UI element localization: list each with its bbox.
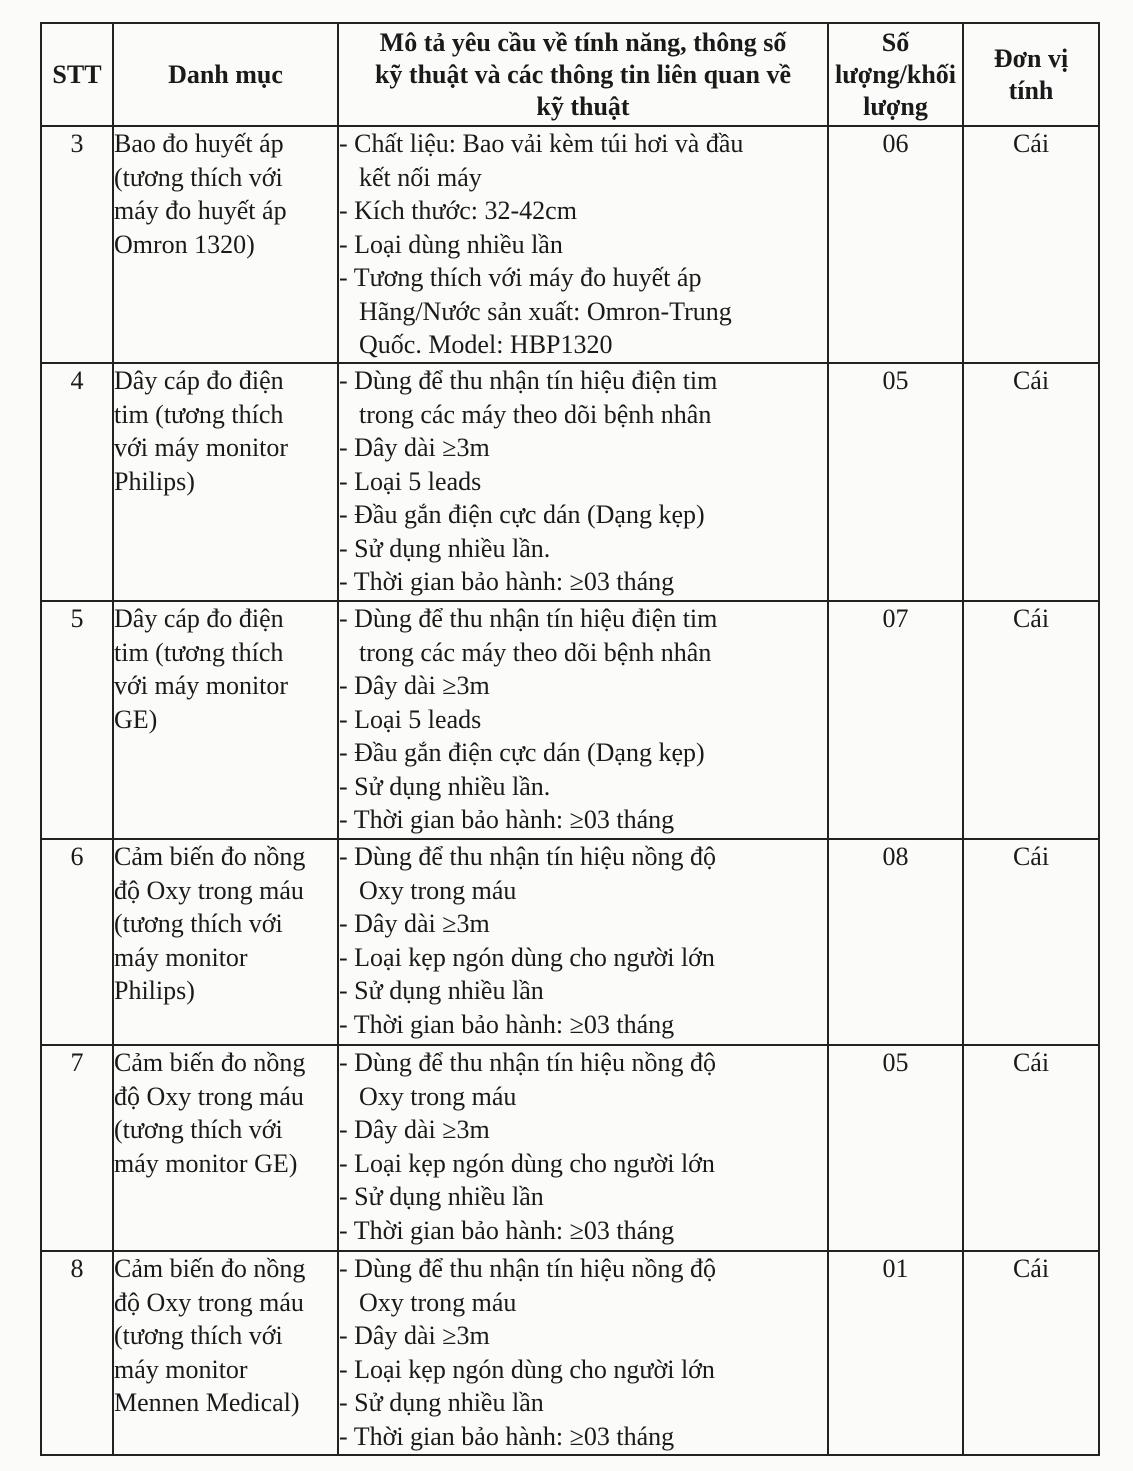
category-line: Cảm biến đo nồng xyxy=(114,842,306,871)
description-line: - Dùng để thu nhận tín hiệu điện tim xyxy=(339,604,718,633)
description-line: - Loại kẹp ngón dùng cho người lớn xyxy=(339,942,715,972)
row-category-cell xyxy=(113,839,338,1045)
header-stt: STT xyxy=(41,23,113,126)
description-line: - Kích thước: 32-42cm xyxy=(339,196,577,225)
description-line: - Dây dài ≥3m xyxy=(339,1321,490,1350)
category-line: (tương thích với xyxy=(114,1115,283,1144)
row-category-cell xyxy=(113,1045,338,1251)
category-line: Dây cáp đo điện xyxy=(114,366,284,395)
description-line: - Thời gian bảo hành: ≥03 tháng xyxy=(339,567,675,596)
row-stt-cell: 7 xyxy=(41,1045,113,1251)
header-category: Danh mục xyxy=(113,23,338,126)
category-line: Cảm biến đo nồng xyxy=(114,1048,306,1077)
header-description-line: kỹ thuật và các thông tin liên quan về xyxy=(374,59,792,89)
header-quantity-line: lượng xyxy=(863,91,928,121)
description-line: Oxy trong máu xyxy=(359,1287,517,1317)
row-category-cell xyxy=(113,1251,338,1455)
row-quantity-cell: 06 xyxy=(828,126,963,363)
description-line: Oxy trong máu xyxy=(359,1081,517,1111)
category-line: Bao đo huyết áp xyxy=(114,129,284,158)
table-row xyxy=(41,839,1099,1045)
description-line: - Sử dụng nhiều lần xyxy=(339,1182,544,1211)
table-row xyxy=(41,363,1099,601)
row-stt-cell: 5 xyxy=(41,601,113,839)
description-line: Hãng/Nước sản xuất: Omron-Trung xyxy=(359,296,732,326)
description-line: - Đầu gắn điện cực dán (Dạng kẹp) xyxy=(339,500,705,529)
row-unit-cell: Cái xyxy=(963,1251,1099,1455)
header-unit-line: tính xyxy=(1008,75,1054,105)
description-line: - Sử dụng nhiều lần. xyxy=(339,771,551,801)
description-line: trong các máy theo dõi bệnh nhân xyxy=(359,399,712,429)
category-line: máy monitor xyxy=(114,942,248,972)
row-stt-cell: 3 xyxy=(41,126,113,363)
category-line: Cảm biến đo nồng xyxy=(114,1254,306,1283)
description-line: - Thời gian bảo hành: ≥03 tháng xyxy=(339,1215,675,1245)
row-description-cell xyxy=(338,363,828,601)
category-line: (tương thích với xyxy=(114,1321,283,1350)
description-line: - Loại kẹp ngón dùng cho người lớn xyxy=(339,1354,715,1384)
row-unit-cell: Cái xyxy=(963,126,1099,363)
table-row xyxy=(41,1045,1099,1251)
row-description-cell xyxy=(338,126,828,363)
description-line: - Dây dài ≥3m xyxy=(339,671,490,700)
header-description-line: Mô tả yêu cầu về tính năng, thông số xyxy=(379,27,787,57)
table-body xyxy=(41,126,1099,1455)
category-line: độ Oxy trong máu xyxy=(114,875,304,905)
description-line: Oxy trong máu xyxy=(359,875,517,905)
row-description-cell xyxy=(338,601,828,839)
description-line: - Loại 5 leads xyxy=(339,704,482,734)
row-description-cell xyxy=(338,1251,828,1455)
row-quantity-cell: 05 xyxy=(828,1045,963,1251)
category-line: (tương thích với xyxy=(114,909,283,938)
category-line: độ Oxy trong máu xyxy=(114,1081,304,1111)
header-quantity-line: lượng/khối xyxy=(834,59,957,89)
category-line: máy monitor GE) xyxy=(114,1148,298,1178)
table-row xyxy=(41,126,1099,363)
category-line: tim (tương thích xyxy=(114,399,284,429)
description-line: - Đầu gắn điện cực dán (Dạng kẹp) xyxy=(339,738,705,767)
category-line: với máy monitor xyxy=(114,433,289,462)
row-category-cell xyxy=(113,601,338,839)
description-line: - Sử dụng nhiều lần. xyxy=(339,533,551,563)
row-quantity-cell: 01 xyxy=(828,1251,963,1455)
description-line: kết nối máy xyxy=(359,162,482,192)
row-quantity-cell: 05 xyxy=(828,363,963,601)
row-unit-cell: Cái xyxy=(963,1045,1099,1251)
description-line: trong các máy theo dõi bệnh nhân xyxy=(359,637,712,667)
category-line: độ Oxy trong máu xyxy=(114,1287,304,1317)
category-line: với máy monitor xyxy=(114,671,289,700)
header-quantity-line: Số xyxy=(881,27,910,57)
row-unit-cell: Cái xyxy=(963,601,1099,839)
description-line: - Thời gian bảo hành: ≥03 tháng xyxy=(339,1009,675,1039)
header-quantity xyxy=(828,23,963,126)
description-line: - Dùng để thu nhận tín hiệu điện tim xyxy=(339,366,718,395)
table-header-row xyxy=(41,23,1099,126)
category-line: máy monitor xyxy=(114,1354,248,1384)
header-unit xyxy=(963,23,1099,126)
category-line: Dây cáp đo điện xyxy=(114,604,284,633)
row-category-cell xyxy=(113,363,338,601)
category-line: máy đo huyết áp xyxy=(114,196,287,225)
description-line: - Chất liệu: Bao vải kèm túi hơi và đầu xyxy=(339,129,744,158)
row-quantity-cell: 07 xyxy=(828,601,963,839)
row-quantity-cell: 08 xyxy=(828,839,963,1045)
category-line: Mennen Medical) xyxy=(114,1388,300,1417)
description-line: - Loại 5 leads xyxy=(339,466,482,496)
description-line: - Thời gian bảo hành: ≥03 tháng xyxy=(339,1421,675,1451)
description-line: - Loại kẹp ngón dùng cho người lớn xyxy=(339,1148,715,1178)
category-line: (tương thích với xyxy=(114,162,283,192)
row-unit-cell: Cái xyxy=(963,363,1099,601)
description-line: Quốc. Model: HBP1320 xyxy=(359,330,613,359)
description-line: - Sử dụng nhiều lần xyxy=(339,1388,544,1417)
description-line: - Dùng để thu nhận tín hiệu nồng độ xyxy=(339,842,716,871)
category-line: Philips) xyxy=(114,466,195,496)
description-line: - Sử dụng nhiều lần xyxy=(339,976,544,1005)
category-line: GE) xyxy=(114,704,158,734)
description-line: - Thời gian bảo hành: ≥03 tháng xyxy=(339,805,675,834)
table-row xyxy=(41,1251,1099,1455)
description-line: - Tương thích với máy đo huyết áp xyxy=(339,263,702,292)
row-stt-cell: 6 xyxy=(41,839,113,1045)
row-description-cell xyxy=(338,839,828,1045)
specification-table xyxy=(40,22,1100,1456)
description-line: - Dây dài ≥3m xyxy=(339,433,490,462)
category-line: tim (tương thích xyxy=(114,637,284,667)
row-unit-cell: Cái xyxy=(963,839,1099,1045)
row-category-cell xyxy=(113,126,338,363)
table-row xyxy=(41,601,1099,839)
description-line: - Dùng để thu nhận tín hiệu nồng độ xyxy=(339,1254,716,1283)
header-unit-line: Đơn vị xyxy=(993,43,1069,73)
category-line: Omron 1320) xyxy=(114,229,255,259)
description-line: - Dây dài ≥3m xyxy=(339,909,490,938)
row-stt-cell: 8 xyxy=(41,1251,113,1455)
description-line: - Loại dùng nhiều lần xyxy=(339,229,563,259)
row-stt-cell: 4 xyxy=(41,363,113,601)
category-line: Philips) xyxy=(114,976,195,1005)
header-description-line: kỹ thuật xyxy=(536,91,630,121)
description-line: - Dùng để thu nhận tín hiệu nồng độ xyxy=(339,1048,716,1077)
row-description-cell xyxy=(338,1045,828,1251)
description-line: - Dây dài ≥3m xyxy=(339,1115,490,1144)
header-description xyxy=(338,23,828,126)
